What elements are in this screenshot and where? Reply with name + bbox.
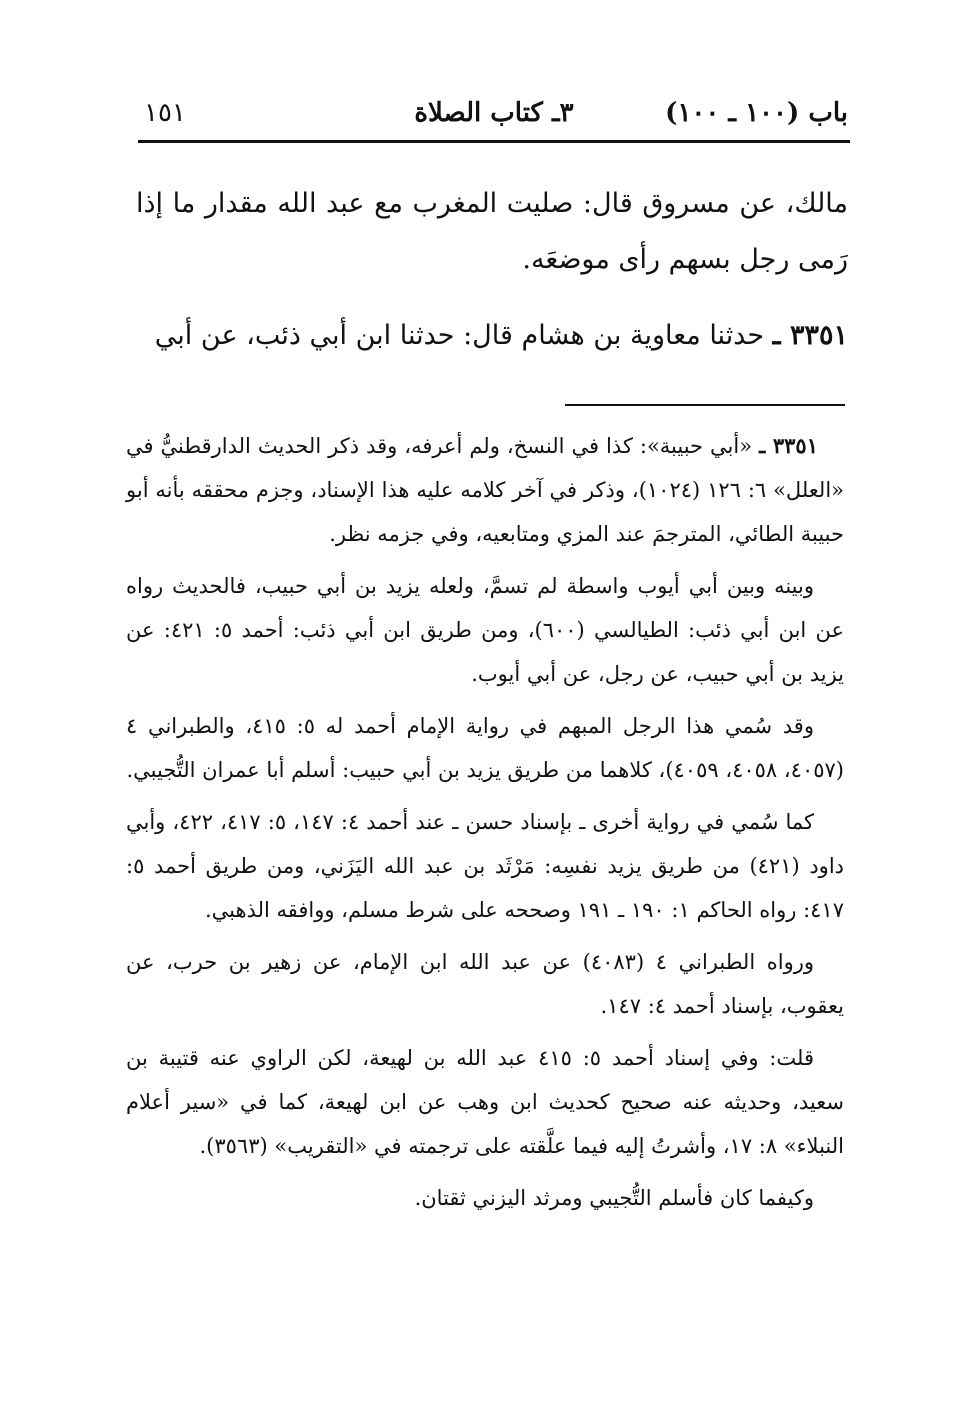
- footnote-paragraph: كما سُمي في رواية أخرى ـ بإسناد حسن ـ عند أحمد ٤: ١٤٧، ٥: ٤١٧، ٤٢٢، وأبي داود (٤٢١) من طريق يزيد نفسِه: مَرْثَد بن عبد الله اليَزَني، ومن طريق أحمد ٥: ٤١٧: رواه الحاكم ١: ١٩٠ ـ ١٩١ وصححه على شرط مسلم، ووافقه الذهبي.: [126, 810, 845, 922]
- footnote-paragraph: [126, 424, 844, 556]
- book-title: ٣ـ كتاب الصلاة: [414, 98, 574, 128]
- footnote-divider: [565, 404, 845, 406]
- header-divider: [138, 140, 850, 143]
- footnote-text: «أبي حبيبة»: كذا في النسخ، ولم أعرفه، وقد ذكر الحديث الدارقطنيُّ في «العلل» ٦: ١٢٦ (١٠٢٤)، وذكر في آخر كلامه عليه هذا الإسناد، وجزم محققه بأنه أبو حبيبة الطائي، المترجمَ عند المزي ومتابعيه، وفي جزمه نظر.: [126, 434, 844, 546]
- hadith-text: حدثنا معاوية بن هشام قال: حدثنا ابن أبي ذئب، عن أبي: [154, 320, 773, 351]
- page-header: [140, 92, 848, 136]
- hadith-number: ٣٣٥١ ـ: [772, 320, 848, 351]
- main-paragraph: مالك، عن مسروق قال: صليت المغرب مع عبد الله مقدار ما إذا رَمى رجل بسهم رأى موضعَه.: [136, 188, 848, 275]
- main-text: [136, 176, 848, 384]
- footnote-number: ٣٣٥١ ـ: [759, 433, 818, 458]
- footnote-paragraph: قلت: وفي إسناد أحمد ٥: ٤١٥ عبد الله بن لهيعة، لكن الراوي عنه قتيبة بن سعيد، وحديثه عنه صحيح كحديث ابن وهب عن ابن لهيعة، كما في «سير أعلام النبلاء» ٨: ١٧، وأشرتُ إليه فيما علَّقته على ترجمته في «التقريب» (٣٥٦٣).: [126, 1046, 844, 1158]
- footnote-paragraph: وكيفما كان فأسلم التُّجيبي ومرثد اليزني ثقتان.: [414, 1186, 814, 1210]
- chapter-heading: باب (١٠٠ ـ ١٠٠): [665, 98, 848, 128]
- page-number: ١٥١: [144, 98, 186, 128]
- footnote-paragraph: وقد سُمي هذا الرجل المبهم في رواية الإمام أحمد له ٥: ٤١٥، والطبراني ٤ (٤٠٥٧، ٤٠٥٨، ٤٠٥٩)، كلاهما من طريق يزيد بن أبي حبيب: أسلم أبا عمران التُّجيبي.: [126, 714, 844, 782]
- footnotes: [126, 424, 844, 1228]
- hadith-paragraph: [136, 308, 848, 364]
- footnote-paragraph: ورواه الطبراني ٤ (٤٠٨٣) عن عبد الله ابن الإمام، عن زهير بن حرب، عن يعقوب، بإسناد أحمد ٤: ١٤٧.: [126, 950, 844, 1018]
- footnote-paragraph: وبينه وبين أبي أيوب واسطة لم تسمَّ، ولعله يزيد بن أبي حبيب، فالحديث رواه عن ابن أبي ذئب: الطيالسي (٦٠٠)، ومن طريق ابن أبي ذئب: أحمد ٥: ٤٢١: عن يزيد بن أبي حبيب، عن رجل، عن أبي أيوب.: [126, 574, 844, 686]
